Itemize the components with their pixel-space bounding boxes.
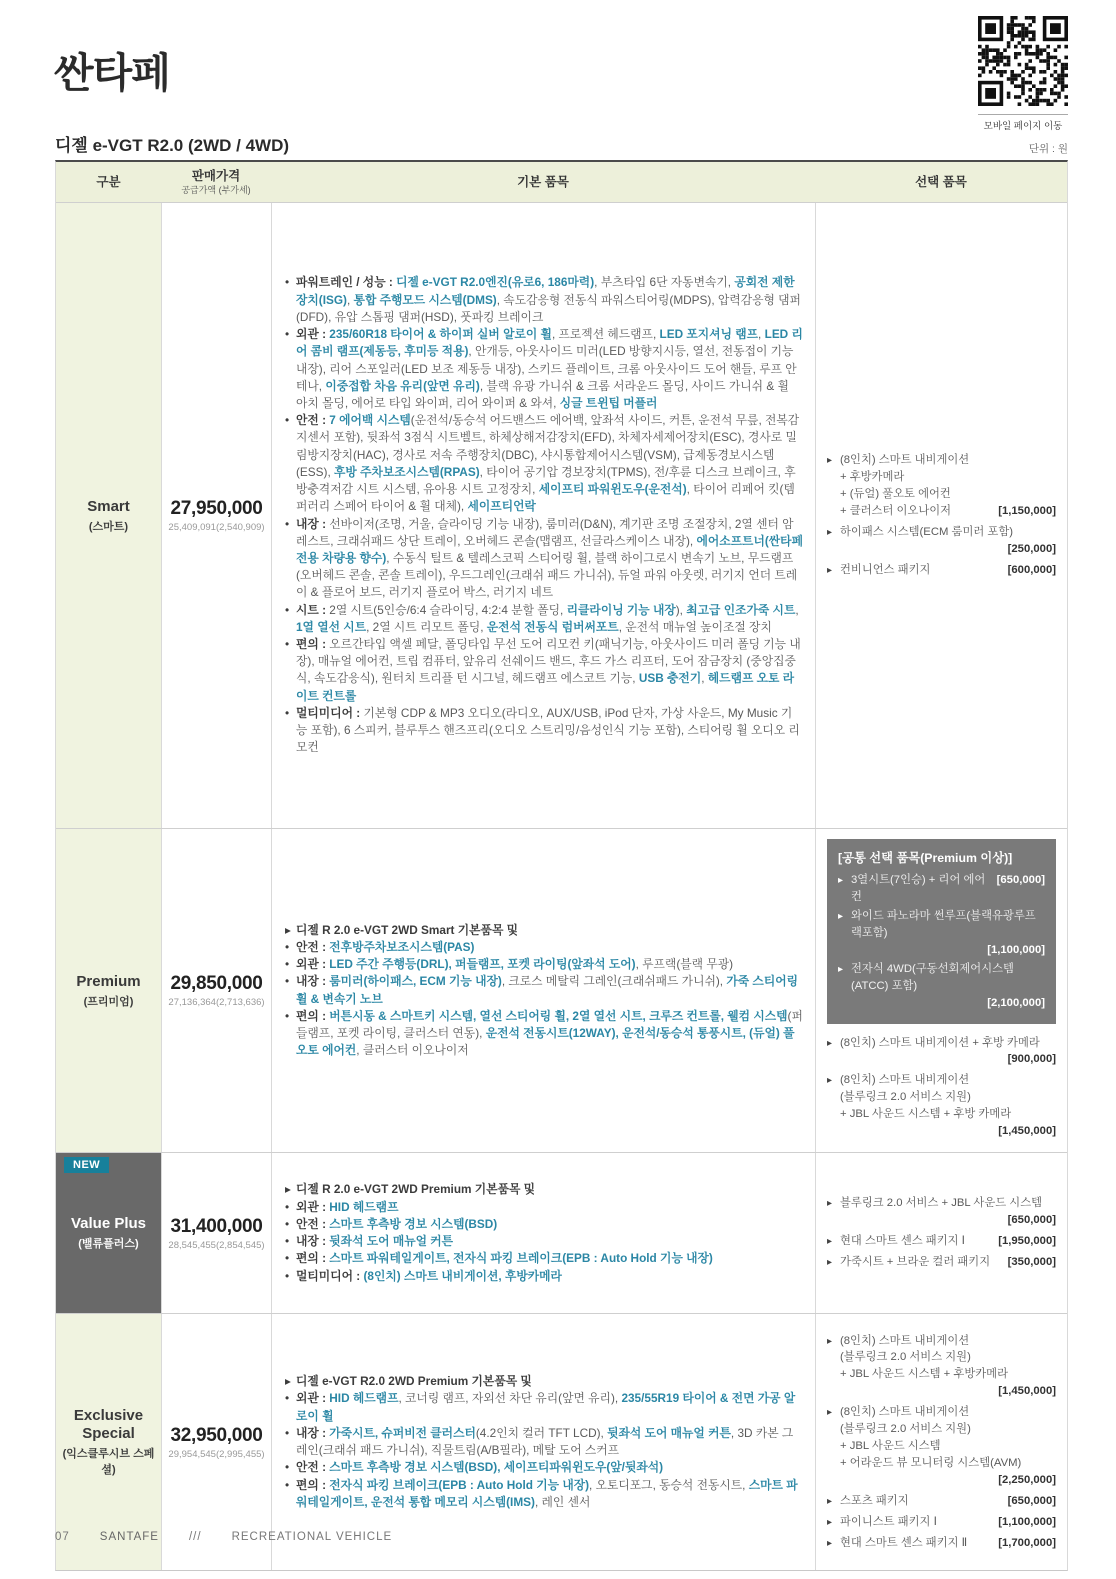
arrow-marker-icon: ▸ bbox=[285, 922, 291, 937]
trim-cell bbox=[56, 203, 161, 828]
options-cell bbox=[815, 1314, 1067, 1570]
bullet-marker-icon: • bbox=[285, 1251, 290, 1266]
text-segment: (퍼들램프, 포켓 라이팅, 클러스터 연동), bbox=[296, 1008, 803, 1040]
option-item bbox=[838, 961, 1045, 1012]
text-segment: 가죽 스티어링 휠 & 변속기 노브 bbox=[296, 974, 799, 1006]
price-supply-vat: 25,409,091(2,540,909) bbox=[168, 522, 265, 533]
option-line: + 어라운드 뷰 모니터링 시스템(AVM) bbox=[840, 1457, 1022, 1470]
option-marker-icon: ▸ bbox=[827, 1236, 833, 1248]
text-segment: (4.2인치 컬러 TFT LCD), bbox=[475, 1425, 608, 1440]
header-col-optional-items: 선택 품목 bbox=[915, 174, 967, 189]
text-segment: 멀티미디어 : bbox=[296, 705, 364, 720]
option-item bbox=[827, 1195, 1056, 1229]
text-segment: 235/55R19 타이어 & 전면 가공 알로이 휠 bbox=[296, 1391, 796, 1423]
option-price: [1,100,000] bbox=[987, 943, 1045, 956]
text-segment: , 프로젝션 헤드램프, bbox=[551, 327, 660, 342]
option-marker-icon: ▸ bbox=[838, 910, 844, 922]
trim-name: Exclusive Special bbox=[73, 1407, 144, 1443]
option-line: 전자식 4WD(구동선회제어시스템(ATCC) 포함) bbox=[851, 962, 1014, 992]
text-segment: 내장 : bbox=[296, 1425, 330, 1440]
text-segment: 운전석 전동식 럼버써포트 bbox=[486, 619, 619, 634]
footer-divider: /// bbox=[188, 1531, 202, 1543]
basic-item bbox=[285, 1477, 803, 1511]
option-text: + 클러스터 이오나이저 bbox=[840, 505, 952, 518]
bullet-marker-icon: • bbox=[285, 602, 290, 617]
option-line: 블루링크 2.0 서비스 + JBL 사운드 시스템 bbox=[840, 1197, 1043, 1210]
text-segment: HID 헤드램프 bbox=[329, 1199, 399, 1214]
option-marker-icon: ▸ bbox=[827, 1198, 833, 1210]
option-marker-icon: ▸ bbox=[827, 1407, 833, 1419]
unit-label: 단위 : 원 bbox=[1028, 143, 1068, 155]
text-segment: 후방 주차보조시스템(RPAS) bbox=[334, 464, 480, 479]
price-value: 29,850,000 bbox=[170, 973, 263, 995]
option-marker-icon: ▸ bbox=[827, 1537, 833, 1549]
text-segment: (8인치) 스마트 내비게이션, 후방카메라 bbox=[363, 1268, 562, 1283]
bullet-marker-icon: • bbox=[285, 1268, 290, 1283]
text-segment: 235/60R18 타이어 & 하이퍼 실버 알로이 휠 bbox=[329, 327, 552, 342]
basic-item bbox=[285, 939, 803, 956]
footer-page-number: 07 bbox=[55, 1531, 70, 1543]
price-value: 32,950,000 bbox=[170, 1424, 263, 1446]
text-segment: (운전석/동승석 어드밴스드 에어백, 앞좌석 사이드, 커튼, 운전석 무릎, 전복감지센서 포함), 뒷좌석 3점식 시트벨트, 하체상해저감장치(EFD), 차체자세제어장치(ESC), 경사로 밀림방지장치(HAC), 경사로 저속 주행장치(DBC), 샤시통합제어시스템(VSM), 급제동경보시스템(ESS), bbox=[296, 413, 800, 479]
text-segment: 내장 : bbox=[296, 974, 330, 989]
option-line: (블루링크 2.0 서비스 지원) bbox=[840, 1423, 971, 1436]
option-line: + JBL 사운드 시스템 bbox=[840, 1440, 941, 1453]
option-line bbox=[840, 562, 1056, 579]
option-line: + 후방카메라 bbox=[840, 471, 905, 484]
basic-item bbox=[285, 412, 803, 515]
text-segment: 통합 주행모드 시스템(DMS) bbox=[353, 292, 497, 307]
basic-item bbox=[285, 274, 803, 326]
text-segment: 7 에어백 시스템 bbox=[329, 413, 411, 428]
model-subtitle: 디젤 e-VGT R2.0 (2WD / 4WD) bbox=[55, 136, 290, 155]
option-item bbox=[827, 1035, 1056, 1069]
option-text: 3열시트(7인승) + 리어 에어컨 bbox=[851, 874, 986, 903]
bullet-marker-icon: • bbox=[285, 1234, 290, 1249]
text-segment: , 크로스 메탈릭 그레인(크래쉬패드 가니쉬), bbox=[501, 974, 727, 989]
text-segment: 에어소프트너(싼타페 전용 차량용 향수) bbox=[296, 533, 803, 565]
page-title: 싼타페 bbox=[54, 50, 170, 96]
option-marker-icon: ▸ bbox=[827, 564, 833, 576]
bullet-marker-icon: • bbox=[285, 516, 290, 531]
text-segment: 스마트 후측방 경보 시스템(BSD), 세이프티파워윈도우(앞/뒷좌석) bbox=[329, 1460, 664, 1475]
text-segment: 디젤 e-VGT R2.0 2WD Premium 기본품목 및 bbox=[296, 1374, 532, 1389]
option-item bbox=[827, 1514, 1056, 1531]
basic-item bbox=[285, 956, 803, 973]
option-line: (8인치) 스마트 내비게이션 bbox=[840, 1074, 970, 1087]
table-row bbox=[56, 203, 1067, 829]
basic-item bbox=[285, 636, 803, 705]
basic-item bbox=[285, 1373, 803, 1390]
text-segment: 외관 : bbox=[296, 957, 330, 972]
option-line bbox=[840, 1254, 1056, 1271]
text-segment: , 루프랙(블랙 무광) bbox=[635, 957, 734, 972]
text-segment: , 블랙 유광 가니쉬 & 크롬 서라운드 몰딩, 사이드 가니쉬 & 휠 아치 몰딩, 에어로 타입 와이퍼, 리어 와이퍼 & 와셔, bbox=[296, 378, 789, 410]
text-segment: , 부츠타입 6단 자동변속기, bbox=[594, 275, 735, 290]
text-segment: 외관 : bbox=[296, 1199, 330, 1214]
option-item bbox=[827, 452, 1056, 520]
bullet-marker-icon: • bbox=[285, 939, 290, 954]
bullet-marker-icon: • bbox=[285, 413, 290, 428]
option-line: (8인치) 스마트 내비게이션 bbox=[840, 454, 970, 467]
option-price: [650,000] bbox=[996, 874, 1045, 886]
text-segment: 뒷좌석 도어 매뉴얼 커튼 bbox=[607, 1425, 731, 1440]
option-item bbox=[827, 562, 1056, 579]
text-segment: , bbox=[701, 671, 708, 686]
text-segment: 운전석 전동시트(12WAY), 운전석/동승석 통풍시트, (듀얼) 풀오토 에어컨 bbox=[296, 1026, 795, 1058]
table-row bbox=[56, 829, 1067, 1153]
text-segment: 이중접합 차음 유리(앞면 유리) bbox=[325, 378, 480, 393]
option-text: 컨비니언스 패키지 bbox=[840, 563, 931, 576]
option-price: [1,700,000] bbox=[998, 1536, 1056, 1549]
text-segment: 편의 : bbox=[296, 1477, 330, 1492]
basic-item bbox=[285, 1425, 803, 1459]
text-segment: USB 충전기 bbox=[638, 671, 702, 686]
option-marker-icon: ▸ bbox=[827, 1495, 833, 1507]
option-price: [1,450,000] bbox=[998, 1125, 1056, 1138]
text-segment: 내장 : bbox=[296, 516, 330, 531]
text-segment: 외관 : bbox=[296, 1391, 330, 1406]
qr-caption: 모바일 페이지 이동 bbox=[978, 114, 1068, 132]
text-segment: 스마트 파워테일게이트, 전자식 파킹 브레이크(EPB : Auto Hold 기능 내장) bbox=[329, 1251, 713, 1266]
text-segment: , 타이어 공기압 경보장치(TPMS), 전/후륜 디스크 브레이크, 후방충격저감 시트 시스템, 유아용 시트 고정장치, bbox=[296, 464, 796, 497]
option-item bbox=[838, 872, 1045, 906]
text-segment: 안전 : bbox=[296, 413, 330, 428]
text-segment: 선바이저(조명, 거울, 슬라이딩 기능 내장), 룸미러(D&N), 계기판 조명 조절장치, 2열 센터 암레스트, 크래쉬패드 상단 트레이, 오버헤드 콘솔(맵램프, 선글라스케이스 내장), bbox=[296, 516, 794, 548]
option-price: [2,100,000] bbox=[987, 996, 1045, 1009]
text-segment: 안전 : bbox=[296, 1216, 330, 1231]
text-segment: 안전 : bbox=[296, 939, 330, 954]
common-options-title: [공통 선택 품목(Premium 이상)] bbox=[838, 851, 1013, 865]
footer-category: RECREATIONAL VEHICLE bbox=[231, 1531, 393, 1543]
new-badge: NEW bbox=[64, 1157, 109, 1173]
price-table bbox=[55, 160, 1068, 1571]
text-segment: 1열 열선 시트 bbox=[296, 619, 367, 634]
option-price: [350,000] bbox=[1007, 1256, 1056, 1269]
option-text: 현대 스마트 센스 패키지 Ⅰ bbox=[840, 1235, 966, 1248]
table-row bbox=[56, 1153, 1067, 1314]
text-segment: 디젤 R 2.0 e-VGT 2WD Smart 기본품목 및 bbox=[296, 922, 519, 937]
option-text: 스포츠 패키지 bbox=[840, 1494, 909, 1507]
basic-item bbox=[285, 1216, 803, 1233]
option-marker-icon: ▸ bbox=[827, 526, 833, 538]
text-segment: 세이프티 파워윈도우(운전석) bbox=[538, 482, 687, 497]
text-segment: 최고급 인조가죽 시트 bbox=[686, 602, 796, 617]
option-price: [1,450,000] bbox=[998, 1385, 1056, 1398]
trim-subname: (프리미엄) bbox=[83, 995, 134, 1008]
text-segment: , 속도감응형 전동식 파워스티어링(MDPS), 압력감응형 댐퍼(DFD), 유압 스톱핑 댐퍼(HSD), 풋파킹 브레이크 bbox=[296, 292, 801, 324]
basic-item bbox=[285, 516, 803, 602]
option-price: [650,000] bbox=[1007, 1214, 1056, 1227]
text-segment: , bbox=[346, 292, 354, 307]
table-body bbox=[56, 203, 1067, 1570]
basic-item bbox=[285, 1268, 803, 1285]
text-segment: 파워트레인 / 성능 : bbox=[296, 275, 397, 290]
option-price: [1,100,000] bbox=[998, 1515, 1056, 1528]
subtitle-row bbox=[55, 131, 1068, 156]
price-cell bbox=[161, 1153, 271, 1313]
option-line: + JBL 사운드 시스템 + 후방 카메라 bbox=[840, 1108, 1012, 1121]
header-price-sub: 공급가액 (부가세) bbox=[181, 184, 251, 195]
text-segment: , bbox=[795, 602, 799, 617]
option-price: [1,950,000] bbox=[998, 1235, 1056, 1248]
option-line: 하이패스 시스템(ECM 룸미러 포함) bbox=[840, 525, 1013, 538]
option-line bbox=[840, 1493, 1056, 1510]
option-item bbox=[827, 1493, 1056, 1510]
basic-item bbox=[285, 1008, 803, 1060]
qr-code bbox=[978, 16, 1068, 106]
text-segment: , 클러스터 이오나이저 bbox=[356, 1043, 469, 1058]
option-price: [900,000] bbox=[1007, 1053, 1056, 1066]
text-segment: 전자식 파킹 브레이크(EPB : Auto Hold 기능 내장) bbox=[329, 1477, 590, 1492]
option-marker-icon: ▸ bbox=[827, 1257, 833, 1269]
text-segment: , bbox=[758, 327, 765, 342]
text-segment: LED 포지셔닝 램프 bbox=[659, 327, 759, 342]
option-text: 가죽시트 + 브라운 컬러 패키지 bbox=[840, 1256, 991, 1269]
price-supply-vat: 27,136,364(2,713,636) bbox=[168, 997, 265, 1009]
option-item bbox=[827, 1333, 1056, 1401]
basic-item bbox=[285, 1250, 803, 1267]
basic-item bbox=[285, 1233, 803, 1250]
text-segment: 시트 : bbox=[296, 602, 330, 617]
text-segment: , 수동식 틸트 & 텔레스코픽 스티어링 휠, 블랙 하이그로시 변속기 노브, 무드램프(오버헤드 콘솔, 콘솔 트레이), 우드그레인(크래쉬 패드 가니쉬), 듀얼 파워 아웃렛, 러기지 언더 트레이 & 플로어 보드, 러기지 플로어 박스, 러기지 네트 bbox=[296, 550, 798, 600]
bullet-marker-icon: • bbox=[285, 957, 290, 972]
option-marker-icon: ▸ bbox=[827, 1075, 833, 1087]
trim-subname: (스마트) bbox=[88, 520, 129, 533]
text-segment: 가죽시트, 슈퍼비전 클러스터 bbox=[329, 1425, 476, 1440]
price-value: 31,400,000 bbox=[170, 1215, 263, 1237]
text-segment: 세이프티언락 bbox=[467, 499, 536, 514]
footer-model-name: SANTAFE bbox=[99, 1531, 159, 1543]
text-segment: 스마트 파워테일게이트, 운전석 통합 메모리 시스템(IMS) bbox=[296, 1477, 798, 1509]
bullet-marker-icon: • bbox=[285, 637, 290, 652]
text-segment: 안전 : bbox=[296, 1460, 330, 1475]
option-line: (블루링크 2.0 서비스 지원) bbox=[840, 1351, 971, 1364]
option-marker-icon: ▸ bbox=[827, 1516, 833, 1528]
option-item bbox=[827, 524, 1056, 558]
header-col-price bbox=[161, 169, 271, 195]
option-price: [650,000] bbox=[1007, 1494, 1056, 1507]
bullet-marker-icon: • bbox=[285, 327, 290, 342]
bullet-marker-icon: • bbox=[285, 1425, 290, 1440]
basic-item bbox=[285, 602, 803, 636]
text-segment: , 안개등, 아웃사이드 미러(LED 방향지시등, 열선, 전동접이 기능 내장), 리어 스포일러(LED 보조 제동등 내장), 스키드 플레이트, 크롬 아웃사이드 도어 핸들, 루프 안테나, bbox=[296, 344, 797, 393]
text-segment: ), bbox=[675, 602, 687, 617]
options-cell bbox=[815, 829, 1067, 1152]
bullet-marker-icon: • bbox=[285, 275, 290, 290]
options-cell bbox=[815, 1153, 1067, 1313]
common-options-box bbox=[827, 839, 1056, 1024]
bullet-marker-icon: • bbox=[285, 1008, 290, 1023]
option-item bbox=[827, 1233, 1056, 1250]
text-segment: , 운전석 매뉴얼 높이조절 장치 bbox=[618, 619, 772, 634]
text-segment: , 오토디포그, 동승석 전동시트, bbox=[589, 1477, 749, 1492]
trim-cell bbox=[56, 829, 161, 1152]
price-supply-vat: 28,545,455(2,854,545) bbox=[168, 1239, 265, 1251]
basic-item bbox=[285, 1199, 803, 1216]
text-segment: 디젤 R 2.0 e-VGT 2WD Premium 기본품목 및 bbox=[296, 1182, 536, 1197]
option-item bbox=[827, 1072, 1056, 1140]
qr-block bbox=[978, 16, 1068, 132]
basic-items-cell bbox=[271, 203, 815, 828]
option-line bbox=[840, 503, 1056, 520]
option-item bbox=[827, 1254, 1056, 1271]
price-supply-vat: 29,954,545(2,995,455) bbox=[168, 1448, 265, 1460]
trim-name: Premium bbox=[76, 972, 141, 990]
footer bbox=[55, 1531, 392, 1543]
option-line: (8인치) 스마트 내비게이션 bbox=[840, 1406, 970, 1419]
bullet-marker-icon: • bbox=[285, 1477, 290, 1492]
text-segment: 공회전 제한장치(ISG) bbox=[296, 275, 795, 307]
basic-items-cell bbox=[271, 1153, 815, 1313]
text-segment: , 코너링 램프, 자외선 차단 유리(앞면 유리), bbox=[398, 1391, 622, 1406]
basic-item bbox=[285, 1390, 803, 1424]
text-segment: 룸미러(하이패스, ECM 기능 내장) bbox=[329, 974, 502, 989]
bullet-marker-icon: • bbox=[285, 1391, 290, 1406]
text-segment: 버튼시동 & 스마트키 시스템, 열선 스티어링 휠, 2열 열선 시트, 크루즈 컨트롤, 웰컴 시스템 bbox=[329, 1008, 788, 1023]
option-line: + (듀얼) 풀오토 에어컨 bbox=[840, 488, 951, 501]
arrow-marker-icon: ▸ bbox=[285, 1182, 291, 1197]
option-line bbox=[840, 1535, 1056, 1552]
text-segment: 내장 : bbox=[296, 1234, 330, 1249]
basic-item bbox=[285, 1459, 803, 1476]
text-segment: 2열 시트(5인승/6:4 슬라이딩, 4:2:4 분할 폴딩, bbox=[329, 602, 567, 617]
text-segment: 편의 : bbox=[296, 637, 330, 652]
bullet-marker-icon: • bbox=[285, 1460, 290, 1475]
option-text: 현대 스마트 센스 패키지 Ⅱ bbox=[840, 1536, 968, 1549]
text-segment: 디젤 e-VGT R2.0엔진(유로6, 186마력) bbox=[396, 275, 595, 290]
option-marker-icon: ▸ bbox=[838, 963, 844, 975]
trim-cell bbox=[56, 1153, 161, 1313]
text-segment: 스마트 후측방 경보 시스템(BSD) bbox=[329, 1216, 498, 1231]
option-item bbox=[838, 908, 1045, 959]
option-marker-icon: ▸ bbox=[827, 455, 833, 467]
text-segment: 편의 : bbox=[296, 1008, 330, 1023]
text-segment: 뒷좌석 도어 매뉴얼 커튼 bbox=[329, 1234, 454, 1249]
text-segment: , 레인 센서 bbox=[534, 1494, 591, 1509]
option-line bbox=[840, 1233, 1056, 1250]
price-cell bbox=[161, 203, 271, 828]
option-item bbox=[827, 1535, 1056, 1552]
option-item bbox=[827, 1404, 1056, 1489]
options-cell bbox=[815, 203, 1067, 828]
text-segment: 편의 : bbox=[296, 1251, 330, 1266]
text-segment: , 3D 카본 그레인(크래쉬 패드 가니쉬), 직물트림(A/B필라), 메탈 도어 스커프 bbox=[296, 1425, 794, 1458]
basic-item bbox=[285, 973, 803, 1007]
text-segment: , 타이어 리페어 킷(템퍼러리 스페어 타이어 & 휠 대체), bbox=[296, 482, 795, 514]
text-segment: , 2열 시트 리모트 폴딩, bbox=[366, 619, 487, 634]
option-marker-icon: ▸ bbox=[827, 1037, 833, 1049]
trim-name: Value Plus bbox=[70, 1215, 147, 1233]
text-segment: 오르간타입 액셀 페달, 폴딩타입 무선 도어 리모컨 키(패닉기능, 아웃사이드 미러 폴딩 기능 내장), 매뉴얼 에어컨, 트립 컴퓨터, 앞유리 선쉐이드 밴드, 후드 가스 리프터, 도어 잠금장치 (중앙집중식, 속도감응식), 원터치 트리플 턴 시그널, 헤드램프 에스코트 기능, bbox=[296, 637, 801, 686]
option-line bbox=[851, 872, 1045, 906]
option-line bbox=[840, 1514, 1056, 1531]
option-line: (8인치) 스마트 내비게이션 + 후방 카메라 bbox=[840, 1036, 1040, 1049]
text-segment: 리클라이닝 기능 내장 bbox=[566, 602, 676, 617]
text-segment: 외관 : bbox=[296, 327, 330, 342]
basic-item bbox=[285, 1181, 803, 1198]
option-price: [250,000] bbox=[1007, 542, 1056, 555]
basic-item bbox=[285, 922, 803, 939]
basic-item bbox=[285, 705, 803, 757]
text-segment: 멀티미디어 : bbox=[296, 1268, 364, 1283]
basic-items-cell bbox=[271, 829, 815, 1152]
text-segment: HID 헤드램프 bbox=[329, 1391, 399, 1406]
option-line: + JBL 사운드 시스템 + 후방카메라 bbox=[840, 1368, 1008, 1381]
option-price: [1,150,000] bbox=[998, 505, 1056, 518]
text-segment: LED 주간 주행등(DRL), 퍼들램프, 포켓 라이팅(앞좌석 도어) bbox=[329, 957, 636, 972]
trim-subname: (밸류플러스) bbox=[78, 1238, 139, 1251]
basic-item bbox=[285, 326, 803, 412]
option-price: [600,000] bbox=[1007, 563, 1056, 576]
header-col-category: 구분 bbox=[96, 174, 121, 189]
bullet-marker-icon: • bbox=[285, 1216, 290, 1231]
text-segment: 전후방주차보조시스템(PAS) bbox=[329, 939, 475, 954]
text-segment: LED 리어 콤비 램프(제동등, 후미등 적용) bbox=[296, 327, 803, 359]
price-cell bbox=[161, 829, 271, 1152]
bullet-marker-icon: • bbox=[285, 705, 290, 720]
header-col-basic-items: 기본 품목 bbox=[517, 174, 569, 189]
text-segment: 기본형 CDP & MP3 오디오(라디오, AUX/USB, iPod 단자, 가상 사운드, My Music 기능 포함), 6 스피커, 블루투스 핸즈프리(오디오 스트리밍/음성인식 기능 포함), 스티어링 휠 오디오 리모컨 bbox=[296, 705, 800, 755]
price-value: 27,950,000 bbox=[170, 498, 263, 519]
text-segment: 싱글 트윈팁 머플러 bbox=[559, 395, 658, 410]
option-marker-icon: ▸ bbox=[827, 1335, 833, 1347]
option-marker-icon: ▸ bbox=[838, 875, 844, 886]
text-segment: 헤드램프 오토 라이트 컨트롤 bbox=[296, 671, 795, 703]
option-line: (블루링크 2.0 서비스 지원) bbox=[840, 1091, 971, 1104]
table-header bbox=[56, 162, 1067, 203]
option-price: [2,250,000] bbox=[998, 1474, 1056, 1486]
option-line: 와이드 파노라마 썬루프(블랙유광루프랙포함) bbox=[851, 909, 1036, 939]
arrow-marker-icon: ▸ bbox=[285, 1374, 291, 1389]
bullet-marker-icon: • bbox=[285, 1199, 290, 1214]
bullet-marker-icon: • bbox=[285, 974, 290, 989]
trim-subname: (익스클루시브 스페셜) bbox=[62, 1448, 155, 1477]
trim-name: Smart bbox=[87, 497, 130, 515]
option-line: (8인치) 스마트 내비게이션 bbox=[840, 1334, 970, 1347]
option-text: 파이니스트 패키지 Ⅰ bbox=[840, 1515, 937, 1528]
header-price-main: 판매가격 bbox=[191, 169, 241, 184]
